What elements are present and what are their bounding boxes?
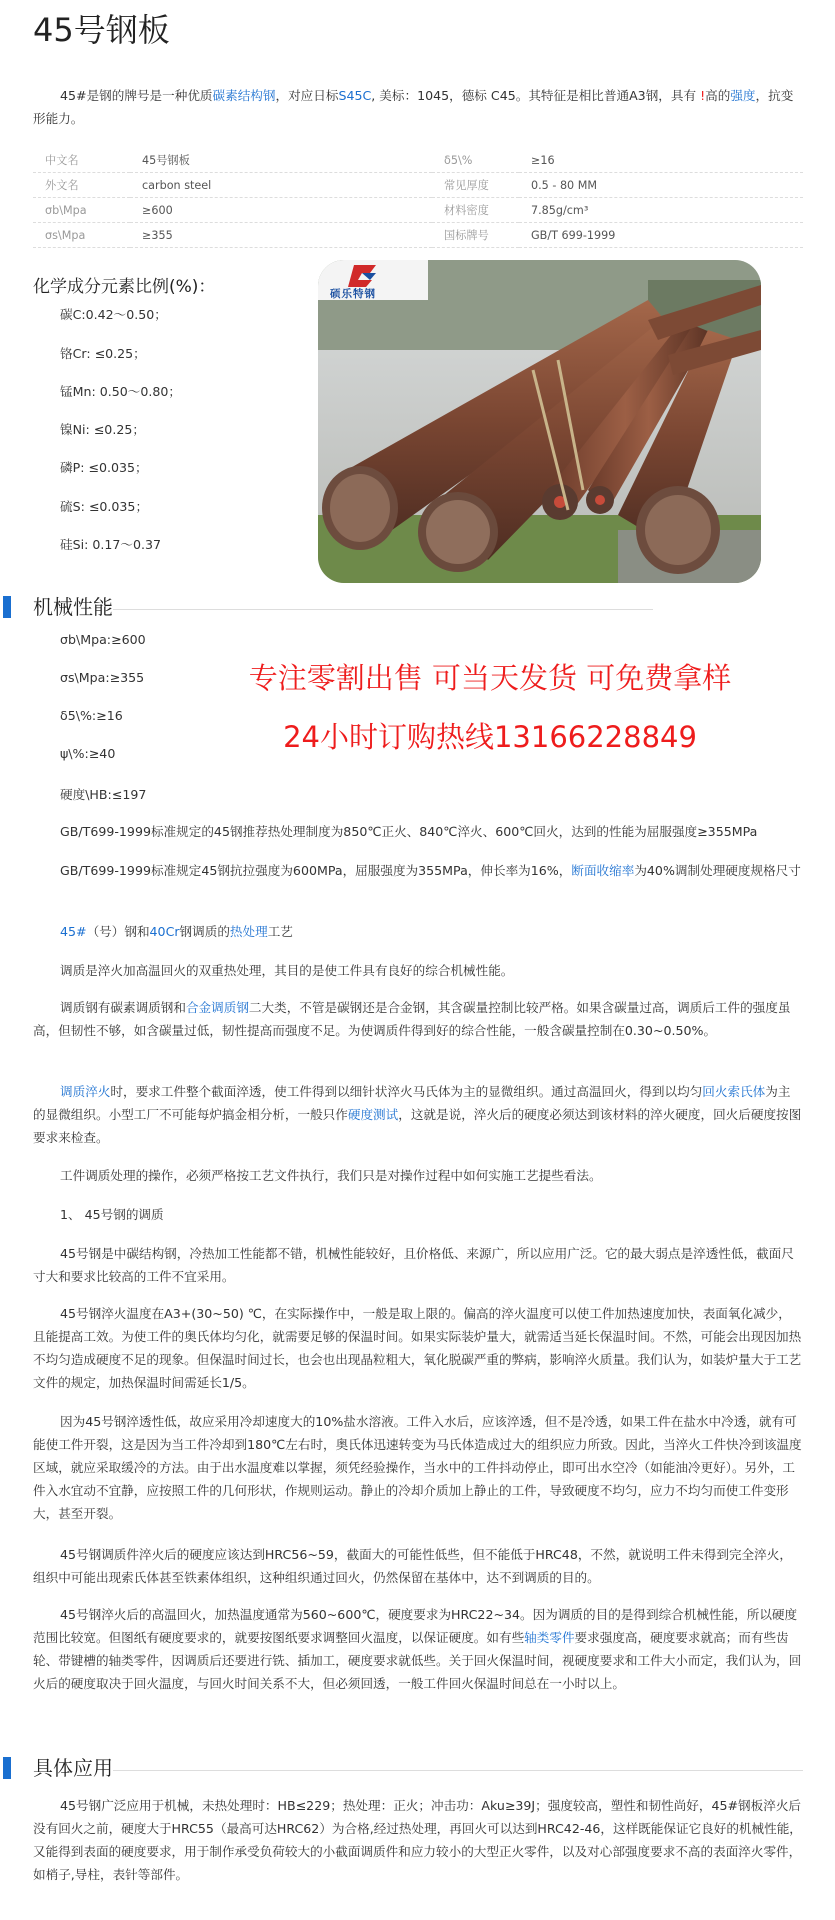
link-heat-treatment[interactable]: 热处理 [229, 924, 268, 939]
link-s45c[interactable]: S45C [338, 88, 372, 103]
info-cell-k1: 外文名 [33, 173, 130, 198]
paragraph-process-heading [33, 920, 803, 943]
chem-item: 磷P: ≤0.035； [60, 460, 148, 475]
section-title-mechanical: 机械性能 [33, 595, 113, 619]
page-title: 45号钢板 [33, 11, 170, 49]
info-cell-k1: 中文名 [33, 148, 130, 173]
chem-item: 硅Si: 0.17～0.37 [60, 537, 162, 552]
paragraph-text: 调质钢有碳素调质钢和 [60, 1000, 186, 1015]
paragraph-text: 钢调质的 [179, 924, 230, 939]
info-cell-k1: σs\Mpa [33, 223, 130, 248]
section-divider [113, 1770, 803, 1771]
paragraph-tempering [33, 1603, 803, 1695]
mech-item: σb\Mpa:≥600 [60, 632, 146, 647]
paragraph-quench-temperature: 45号钢淬火温度在A3+(30~50) ℃，在实际操作中，一般是取上限的。偏高的淬火温度可以使工件加热速度加快，表面氧化减少，且能提高工效。为使工件的奥氏体均匀化，就需要足够的保温时间。如果实际装炉量大，就需适当延长保温时间。不然，可能会出现因加热不均匀造成硬度不足的现象。但保温时间过长，也会也出现晶粒粗大，氧化脱碳严重的弊病，影响淬火质量。我们认为，如装炉量大于工艺文件的规定，加热保温时间需延长1/5。 [33, 1306, 802, 1390]
info-cell-v1: ≥600 [130, 198, 432, 223]
chem-item: 镍Ni: ≤0.25； [60, 422, 145, 437]
section-title-applications: 具体应用 [33, 1756, 113, 1780]
mech-item: ψ\%:≥40 [60, 746, 116, 761]
steel-bars-photo [318, 260, 761, 583]
link-strength[interactable]: 强度 [730, 88, 756, 103]
section-marker [3, 596, 11, 618]
link-40cr[interactable]: 40Cr [149, 924, 180, 939]
paragraph-heat-treatment-standard: GB/T699-1999标准规定的45钢推荐热处理制度为850℃正火、840℃淬火、600℃回火，达到的性能为屈服强度≥355MPa [60, 824, 758, 839]
link-reduction-of-area[interactable]: 断面收缩率 [571, 863, 635, 878]
paragraph-quenching-definition: 调质是淬火加高温回火的双重热处理，其目的是使工件具有良好的综合机械性能。 [60, 963, 514, 978]
info-cell-k1: σb\Mpa [33, 198, 130, 223]
info-table-row [33, 223, 803, 248]
paragraph-text: 工艺 [267, 924, 293, 939]
link-shaft-parts[interactable]: 轴类零件 [524, 1630, 575, 1645]
steel-bars-illustration [318, 260, 761, 583]
paragraph-steel-types [33, 996, 803, 1042]
mech-item: 硬度\HB:≤197 [60, 787, 147, 802]
intro-text: , 美标：1045，德标 C45。其特征是相比普通A3钢，具有 [371, 88, 701, 103]
paragraph-text: 为主的显微组织。小型工厂不可能每炉搞金相分析，一般只作 [33, 1084, 791, 1122]
info-cell-v2: ≥16 [519, 148, 803, 173]
paragraph-hardness-after-quench: 45号钢调质件淬火后的硬度应该达到HRC56~59，截面大的可能性低些，但不能低于HRC48，不然，就说明工件未得到完全淬火，组织中可能出现索氏体甚至铁素体组织，这种组织通过回火，仍然保留在基体中，达不到调质的目的。 [33, 1547, 792, 1585]
chem-item: 硫S: ≤0.035； [60, 499, 149, 514]
info-cell-k2: 材料密度 [432, 198, 519, 223]
info-table-row [33, 173, 803, 198]
intro-text: 高的 [705, 88, 731, 103]
chem-item: 锰Mn: 0.50～0.80； [60, 384, 181, 399]
promo-line-2: 24小时订购热线13166228849 [283, 720, 697, 754]
intro-text: ，对应日标 [275, 88, 339, 103]
paragraph-text: （号）钢和 [86, 924, 150, 939]
paragraph-quench-requirements [33, 1080, 803, 1149]
link-45[interactable]: 45# [60, 924, 87, 939]
promo-line-1: 专注零割出售 可当天发货 可免费拿样 [248, 661, 732, 695]
paragraph-applications: 45号钢广泛应用于机械，未热处理时：HB≤229；热处理：正火；冲击功：Aku≥39J；强度较高，塑性和韧性尚好，45#钢板淬火后没有回火之前，硬度大于HRC55（最高可达HRC62）为合格,经过热处理，再回火可以达到HRC42-46，这样既能保证它良好的机械性能，又能得到表面的硬度要求，用于制作承受负荷较大的小截面调质件和应力较小的大型正火零件，以及对心部强度要求不高的表面淬火零件，如梢子,导柱，表针等部件。 [33, 1798, 802, 1882]
chem-heading: 化学成分元素比例(%)： [33, 277, 216, 297]
info-cell-k2: 国标牌号 [432, 223, 519, 248]
intro-text: 45#是钢的牌号是一种优质 [60, 88, 213, 103]
paragraph-medium-carbon: 45号钢是中碳结构钢，冷热加工性能都不错，机械性能较好，且价格低、来源广，所以应用广泛。它的最大弱点是淬透性低，截面尺寸大和要求比较高的工件不宜采用。 [33, 1246, 794, 1284]
section-marker [3, 1757, 11, 1779]
paragraph-subheading-45-quench: 1、 45号钢的调质 [60, 1207, 164, 1222]
paragraph-operation-note: 工件调质处理的操作，必须严格按工艺文件执行，我们只是对操作过程中如何实施工艺提些看法。 [60, 1168, 602, 1183]
mech-item: δ5\%:≥16 [60, 708, 123, 723]
intro-text: ，抗变形能力。 [33, 88, 794, 126]
paragraph-brine-cooling: 因为45号钢淬透性低，故应采用冷却速度大的10%盐水溶液。工件入水后，应该淬透，但不是冷透，如果工件在盐水中冷透，就有可能使工件开裂，这是因为当工件冷却到180℃左右时，奥氏体迅速转变为马氏体造成过大的组织应力所致。因此，当淬火工件快冷到该温度区域，就应采取缓冷的方法。由于出水温度难以掌握，须凭经验操作，当水中的工件抖动停止，即可出水空冷（如能油冷更好）。另外，工件入水宜动不宜静，应按照工件的几何形状，作规则运动。静止的冷却介质加上静止的工件，导致硬度不均匀，应力不均匀而使工件变形大，甚至开裂。 [33, 1414, 802, 1521]
info-cell-v1: 45号钢板 [130, 148, 432, 173]
paragraph-text: 二大类，不管是碳钢还是合金钢，其含碳量控制比较严格。如果含碳量过高，调质后工件的强度虽高，但韧性不够，如含碳量过低，韧性提高而强度不足。为使调质件得到好的综合性能，一般含碳量控制在0.30~0.50%。 [33, 1000, 791, 1038]
info-cell-v1: carbon steel [130, 173, 432, 198]
intro-mark: ! [700, 88, 706, 103]
info-cell-v2: GB/T 699-1999 [519, 223, 803, 248]
info-cell-v1: ≥355 [130, 223, 432, 248]
mech-item: σs\Mpa:≥355 [60, 670, 145, 685]
chem-item: 铬Cr: ≤0.25； [60, 346, 146, 361]
section-divider [113, 609, 653, 610]
info-cell-v2: 7.85g/cm³ [519, 198, 803, 223]
chem-item: 碳C:0.42～0.50； [60, 307, 167, 322]
info-table-row [33, 198, 803, 223]
paragraph-text: 为40%调制处理硬度规格尺寸 [634, 863, 801, 878]
link-tempered-sorbite[interactable]: 回火索氏体 [702, 1084, 766, 1099]
paragraph-text: GB/T699-1999标准规定45钢抗拉强度为600MPa，屈服强度为355MPa，伸长率为16%， [60, 863, 572, 878]
info-cell-k2: 常见厚度 [432, 173, 519, 198]
link-quench-tempering[interactable]: 调质淬火 [60, 1084, 111, 1099]
paragraph-text: 时，要求工件整个截面淬透，使工件得到以细针状淬火马氏体为主的显微组织。通过高温回火，得到以均匀 [110, 1084, 703, 1099]
info-cell-k2: δ5\% [432, 148, 519, 173]
paragraph-text: 45号钢淬火后的高温回火，加热温度通常为560~600℃，硬度要求为HRC22~34。因为调质的目的是得到综合机械性能，所以硬度范围比较宽。但图纸有硬度要求的，就要按图纸要求调整回火温度，以保证硬度。如有些 [33, 1607, 798, 1645]
paragraph-text: 要求强度高，硬度要求就高；而有些齿轮、带键槽的轴类零件，因调质后还要进行铣、插加工，硬度要求就低些。关于回火保温时间，视硬度要求和工件大小而定，我们认为，回火后的硬度取决于回火温度，与回火时间关系不大，但必须回透，一般工件回火保温时间总在一小时以上。 [33, 1630, 802, 1691]
link-carbon-structural-steel[interactable]: 碳素结构钢 [212, 88, 276, 103]
photo-logo-text: 硕乐特钢 [330, 288, 376, 300]
paragraph-tensile-strength [33, 859, 803, 882]
paragraph-text: ，这就是说，淬火后的硬度必须达到该材料的淬火硬度，回火后硬度按图要求来检查。 [33, 1107, 802, 1145]
link-hardness-test[interactable]: 硬度测试 [347, 1107, 399, 1122]
info-table [33, 148, 803, 248]
link-alloy-quenched-steel[interactable]: 合金调质钢 [185, 1000, 249, 1015]
intro-paragraph [33, 84, 803, 130]
info-table-row [33, 148, 803, 173]
info-cell-v2: 0.5 - 80 MM [519, 173, 803, 198]
